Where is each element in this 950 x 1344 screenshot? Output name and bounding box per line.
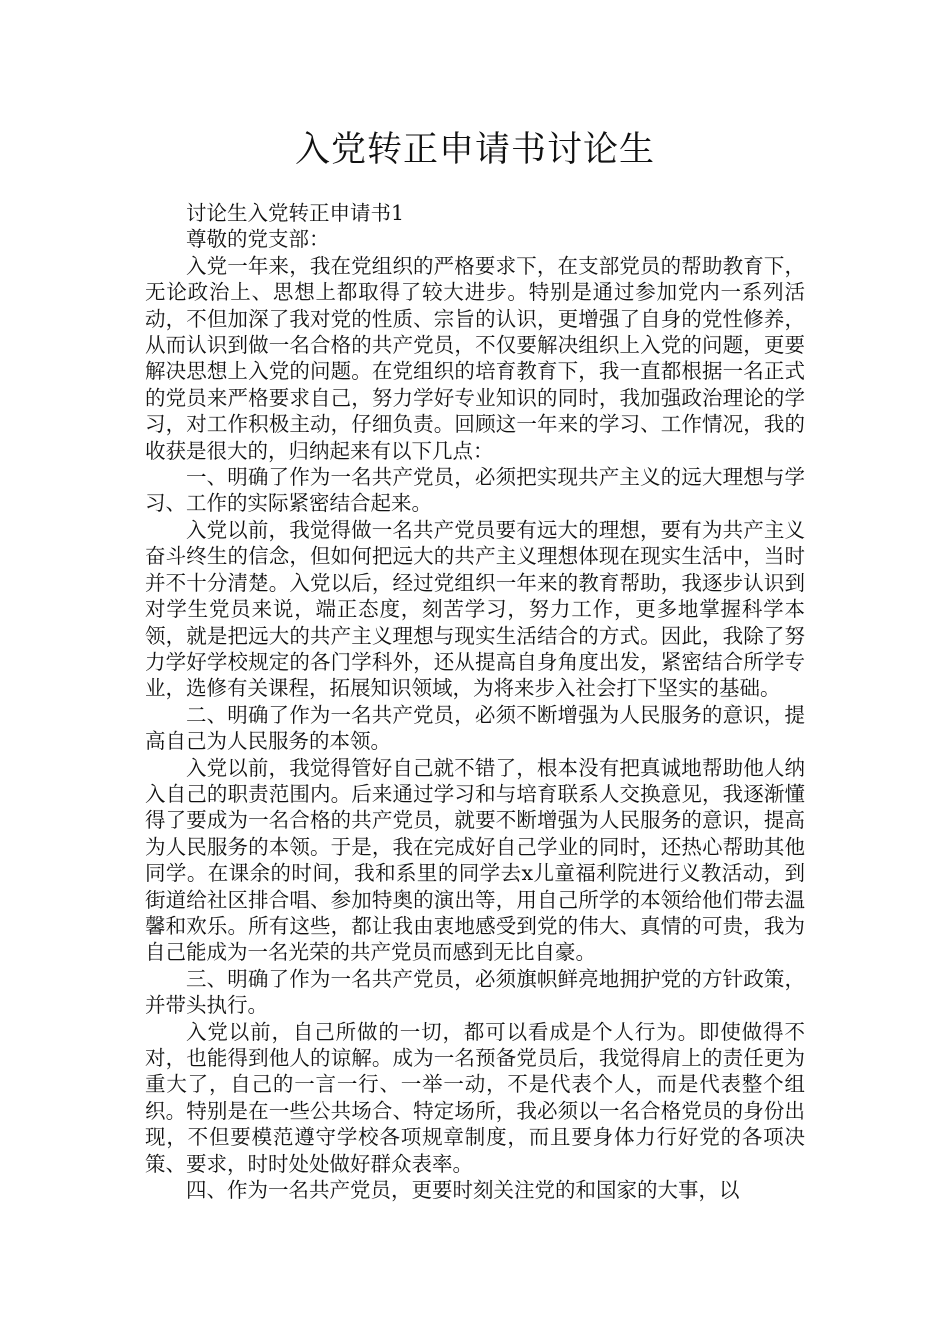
body-paragraph: 入党以前，我觉得管好自己就不错了，根本没有把真诚地帮助他人纳入自己的职责范围内。后来通过学习和与培育联系人交换意见，我逐渐懂得了要成为一名合格的共产党员，就要不断增强为人民服务的意识，提高为人民服务的本领。于是，我在完成好自己学业的同时，还热心帮助其他同学。在课余的时间，我和系里的同学去x儿童福利院进行义教活动，到街道给社区排合唱、参加特奥的演出等，用自己所学的本领给他们带去温馨和欢乐。所有这些，都让我由衷地感受到党的伟大、真情的可贵，我为自己能成为一名光荣的共产党员而感到无比自豪。	[145, 755, 805, 965]
section-heading: 一、明确了作为一名共产党员，必须把实现共产主义的远大理想与学习、工作的实际紧密结合起来。	[145, 465, 805, 516]
document-title: 入党转正申请书讨论生	[294, 130, 655, 170]
subtitle-line: 讨论生入党转正申请书1	[186, 201, 405, 225]
body-paragraph: 入党以前，自己所做的一切，都可以看成是个人行为。即使做得不对，也能得到他人的谅解。成为一名预备党员后，我觉得肩上的责任更为重大了，自己的一言一行、一举一动，不是代表个人，而是代表整个组织。特别是在一些公共场合、特定场所，我必须以一名合格党员的身份出现，不但要模范遵守学校各项规章制度，而且要身体力行好党的各项决策、要求，时时处处做好群众表率。	[145, 1019, 805, 1176]
body-paragraph: 入党以前，我觉得做一名共产党员要有远大的理想，要有为共产主义奋斗终生的信念，但如何把远大的共产主义理想体现在现实生活中，当时并不十分清楚。入党以后，经过党组织一年来的教育帮助，我逐步认识到对学生党员来说，端正态度，刻苦学习，努力工作，更多地掌握科学本领，就是把远大的共产主义理想与现实生活结合的方式。因此，我除了努力学好学校规定的各门学科外，还从提高自身角度出发，紧密结合所学专业，选修有关课程，拓展知识领域，为将来步入社会打下坚实的基础。	[145, 517, 805, 701]
section-heading: 二、明确了作为一名共产党员，必须不断增强为人民服务的意识，提高自己为人民服务的本领。	[145, 702, 805, 754]
document-body	[145, 200, 805, 1203]
section-heading: 四、作为一名共产党员，更要时刻关注党的和国家的大事，以	[186, 1178, 740, 1203]
section-heading: 三、明确了作为一名共产党员，必须旗帜鲜亮地拥护党的方针政策，并带头执行。	[145, 966, 805, 1018]
body-paragraph: 入党一年来，我在党组织的严格要求下，在支部党员的帮助教育下，无论政治上、思想上都取得了较大进步。特别是通过参加党内一系列活动，不但加深了我对党的性质、宗旨的认识，更增强了自身的党性修养，从而认识到做一名合格的共产党员，不仅要解决组织上入党的问题，更要解决思想上入党的问题。在党组织的培育教育下，我一直都根据一名正式的党员来严格要求自己，努力学好专业知识的同时，我加强政治理论的学习，对工作积极主动，仔细负责。回顾这一年来的学习、工作情况，我的收获是很大的，归纳起来有以下几点：	[145, 253, 805, 463]
salutation: 尊敬的党支部：	[186, 227, 330, 252]
